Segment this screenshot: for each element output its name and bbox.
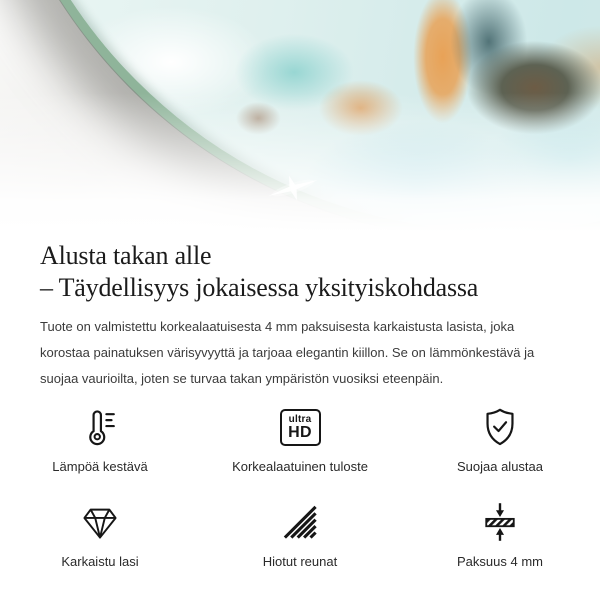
feature-protects-surface (400, 404, 600, 475)
thickness-icon (478, 499, 522, 545)
feature-label: Hiotut reunat (262, 554, 338, 569)
diamond-icon (78, 499, 122, 545)
beveled-edges-icon (278, 499, 322, 545)
feature-label: Suojaa alustaa (456, 459, 543, 474)
feature-grid (0, 404, 600, 570)
feature-polished-edges (200, 499, 400, 570)
feature-tempered-glass (0, 499, 200, 570)
shield-check-icon (478, 404, 522, 450)
feature-ultra-hd-print (200, 404, 400, 475)
thermometer-icon (78, 404, 122, 450)
page-title-line2: – Täydellisyys jokaisessa yksityiskohdassa (40, 273, 479, 302)
description-section (0, 232, 600, 392)
sparkle-highlight-icon (263, 158, 323, 218)
feature-label: Paksuus 4 mm (457, 554, 543, 569)
ultra-hd-badge-bottom: HD (288, 423, 312, 441)
feature-label: Lämpöä kestävä (52, 459, 148, 474)
ultra-hd-icon (280, 404, 321, 450)
feature-thickness (400, 499, 600, 570)
product-description: Tuote on valmistettu korkealaatuisesta 4 mm paksuisesta karkaistusta lasista, joka korostaa painatuksen värisyvyyttä ja tarjoaa elegantin kiillon. Se on lämmönkestävä ja suojaa vaurioilta, joten se turvaa takan ympäristön vuosiksi eteenpäin. (40, 319, 535, 386)
ultra-hd-badge-top: ultra (288, 413, 312, 425)
product-hero (0, 0, 600, 232)
page-title (40, 240, 560, 304)
feature-label: Karkaistu lasi (61, 554, 139, 569)
page-title-line1: Alusta takan alle (40, 241, 212, 270)
feature-heat-resistant (0, 404, 200, 475)
feature-label: Korkealaatuinen tuloste (232, 459, 368, 474)
